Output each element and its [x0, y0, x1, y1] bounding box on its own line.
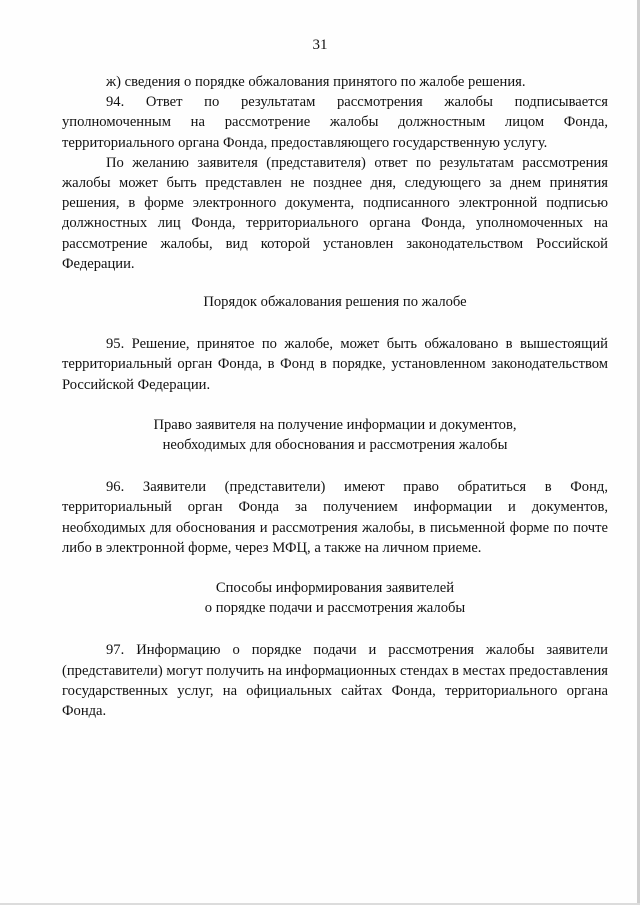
- paragraph-zh: ж) сведения о порядке обжалования принятого по жалобе решения.: [106, 74, 526, 90]
- heading-informing-methods-line1: Способы информирования заявителей: [215, 580, 455, 597]
- paragraph-97: 97. Информацию о порядке подачи и рассмотрения жалобы заявители (представители) могут получить на информационных стендах в местах предоставления государственных услуг, на официальных сайтах Фонда, территориального органа Фонда.: [62, 642, 608, 720]
- paragraph-95: 95. Решение, принятое по жалобе, может быть обжаловано в вышестоящий территориальный орган Фонда, в Фонд в порядке, установленном законодательством Российской Федерации.: [62, 336, 608, 393]
- paragraph-96: 96. Заявители (представители) имеют право обратиться в Фонд, территориальный орган Фонда за получением информации и документов, необходимых для обоснования и рассмотрения жалобы, в письменной форме по почте либо в электронной форме, через МФЦ, а также на личном приеме.: [62, 479, 608, 556]
- paragraph-94: 94. Ответ по результатам рассмотрения жалобы подписывается уполномоченным на рассмотрение жалобы должностным лицом Фонда, территориального органа Фонда, предоставляющего государственную услугу.: [62, 94, 608, 151]
- document-body: [62, 72, 608, 721]
- heading-right-to-information: [62, 415, 608, 455]
- heading-appeal-procedure: Порядок обжалования решения по жалобе: [203, 294, 467, 311]
- heading-right-to-information-line2: необходимых для обоснования и рассмотрения жалобы: [162, 437, 508, 454]
- heading-informing-methods-line2: о порядке подачи и рассмотрения жалобы: [204, 600, 466, 617]
- page-number: 31: [312, 37, 328, 53]
- heading-right-to-information-line1: Право заявителя на получение информации и документов,: [153, 416, 517, 433]
- heading-informing-methods: [62, 578, 608, 618]
- paragraph-94-electronic-response: По желанию заявителя (представителя) ответ по результатам рассмотрения жалобы может быть представлен не позднее дня, следующего за днем принятия решения, в форме электронного документа, подписанного электронной подписью должностных лиц Фонда, территориального органа Фонда, уполномоченных на рассмотрение жалобы, вид которой установлен законодательством Российской Федерации.: [62, 154, 608, 272]
